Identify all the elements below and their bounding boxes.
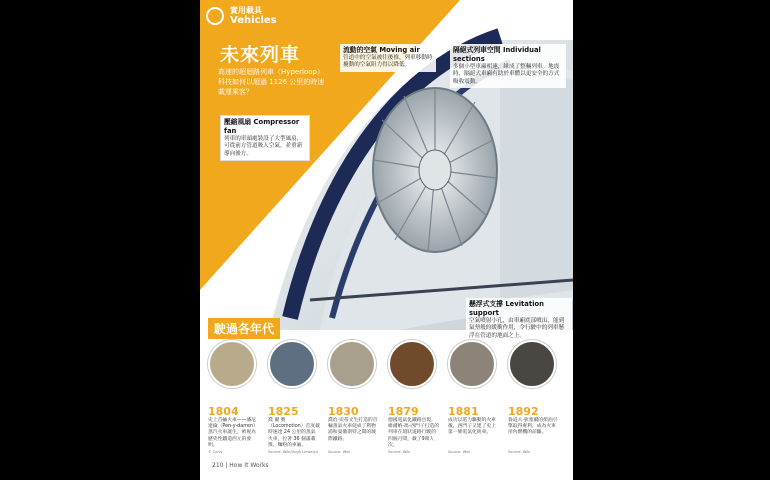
timeline-text: 魯道夫·狄塞爾的柴油引擎取得專利，成為火車用內燃機的前驅。: [508, 418, 558, 436]
timeline-text: 喬 爾 號（Locomotion）首度載時速達 24 公里的蒸氣火車，拉著 36 個滿載煤、麵粉的車廂。: [268, 418, 320, 448]
photo-credit: Source: Wiki: [448, 450, 471, 454]
section-category-en: Vehicles: [230, 15, 277, 26]
timeline-year: 1879: [388, 405, 419, 418]
callout-compressor-fan: [220, 115, 310, 161]
timeline-photo-1881: [448, 340, 496, 388]
timeline-photo-1892: [508, 340, 556, 388]
timeline-year: 1892: [508, 405, 539, 418]
magazine-page: [200, 0, 573, 480]
photo-credit: Source: Wiki: [508, 450, 531, 454]
photo-credit: Source: Wiki: [388, 450, 411, 454]
callout-title: 懸浮式支撐 Levitation support: [469, 300, 544, 317]
callout-title: 流動的空氣 Moving air: [343, 46, 420, 54]
timeline-year: 1825: [268, 405, 299, 418]
callout-text: 管道中的空氣被往後推，列車移動時擾動的空氣阻力得以降低。: [343, 55, 433, 69]
article-intro: 高速的超迴路列車（Hyperloop）科技如何以超過 1126 公里的時速載運乘客？: [218, 68, 325, 96]
timeline-year: 1830: [328, 405, 359, 418]
callout-text: 列車的車頭處裝設了大型風扇，可從前方管道吸入空氣，並重新導向後方。: [224, 136, 303, 157]
timeline-photo-1804: [208, 340, 256, 388]
callout-text: 空氣噴射小孔，由車廂底部噴出，能到氣墊般的緩衝作用，令行駛中的列車懸浮在管道的地面之上。: [469, 318, 565, 339]
callout-title: 壓縮風扇 Compressor fan: [224, 118, 300, 135]
timeline-year: 1804: [208, 405, 239, 418]
photo-credit: © Corry: [208, 450, 223, 454]
timeline-title: 駛過各年代: [208, 318, 280, 339]
drone-icon: [206, 7, 224, 25]
callout-levitation-support: [466, 298, 572, 342]
callout-individual-sections: [450, 44, 566, 88]
timeline-photo-1879: [388, 340, 436, 388]
photo-credit: Source: Wiki/Hugh Llewelyn: [268, 450, 318, 454]
callout-text: 多個小型車廂相連，組成了整輛列車。地震時，隔絕式車廂有助於車體以更安全的方式吸收震動。: [453, 64, 560, 85]
timeline-text: 喬治·史蒂文生打造的首輛蒸氣火車促成了利物浦和曼徹斯特之間的城際鐵路。: [328, 418, 378, 442]
article-title: 未來列車: [220, 44, 301, 66]
photo-credit: Source: Wiki: [328, 450, 351, 454]
callout-title: 隔絕式列車空間 Individual sections: [453, 46, 541, 63]
timeline-photo-1825: [268, 340, 316, 388]
magazine-name: How It Works: [229, 462, 269, 469]
timeline-year: 1881: [448, 405, 479, 418]
timeline-photo-1830: [328, 340, 376, 388]
callout-moving-air: [340, 44, 436, 72]
section-tab: [200, 0, 312, 34]
page-footer: 210 | How It Works: [212, 462, 269, 469]
page-number: 210: [212, 462, 224, 469]
timeline-text: 成功以電力驅動的火車後，西門子又建了史上第一條電氣化街車。: [448, 418, 496, 436]
timeline-text: 史上首輛火車——潘尼達倫（Pen-y-darren）蒸汽火車誕生，被視為歷史性鐵道西元的發明。: [208, 418, 258, 448]
timeline-text: 德國電氣化鐵路出現，維爾納·馮·西門子打造的列車在環狀道路行駛的四個月間，載了9萬人次。: [388, 418, 440, 448]
section-category-zh: 實用載具: [230, 6, 262, 15]
